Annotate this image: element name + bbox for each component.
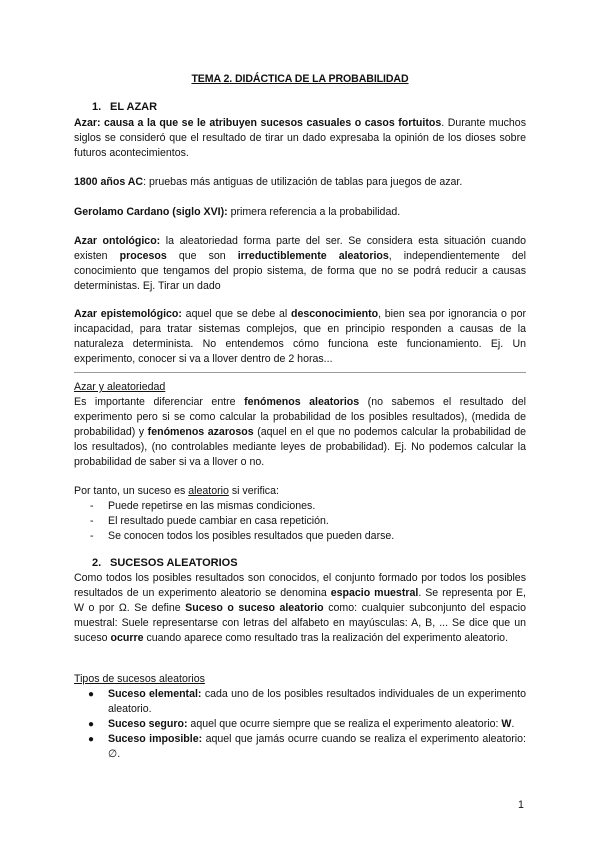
list-item: [74, 514, 526, 529]
term-ontologico: Azar ontológico:: [74, 235, 161, 247]
text-span: Por tanto, un suceso es: [74, 485, 189, 497]
paragraph-1800ac: [74, 175, 526, 190]
text-span: aquel que ocurre siempre que se realiza el experimento aleatorio:: [187, 718, 502, 730]
paragraph-por-tanto: [74, 484, 526, 499]
document-title: TEMA 2. DIDÁCTICA DE LA PROBABILIDAD: [191, 73, 409, 85]
bold-span: irreductiblemente aleatorios: [237, 250, 389, 262]
list-item-suceso-seguro: ● Suceso seguro: aquel que ocurre siempre que se realiza el experimento aleatorio: W.: [88, 718, 515, 730]
term-azar: Azar: causa a la que se le atribuyen sucesos casuales o casos fortuitos: [74, 117, 442, 129]
list-item-text: Se conocen todos los posibles resultados que pueden darse.: [108, 530, 395, 542]
list-marker: -: [90, 530, 94, 542]
list-marker: ●: [88, 734, 95, 745]
term-1800ac: 1800 años AC: [74, 176, 144, 188]
bold-span: espacio muestral: [330, 587, 419, 599]
bold-span: ocurre: [110, 632, 144, 644]
list-item: [74, 529, 526, 544]
text-1800ac: : pruebas más antiguas de utilización de tablas para juegos de azar.: [143, 176, 463, 188]
section-heading-1: [92, 100, 157, 115]
text-span: . Se representa por E, W o por Ω. Se define: [74, 587, 526, 614]
section-heading-2: [92, 556, 238, 571]
subheading-tipos-sucesos: [74, 672, 526, 687]
text-span: , bien sea por ignorancia o por incapacidad, para tratar sistemas complejos, que en principio responden a causas de la naturaleza determinista. No entendemos cómo funciona este funcionamiento. Ej. Un experimento, conocer si va a llover dentro de 2 horas...: [74, 308, 526, 365]
paragraph-azar-aleatoriedad: [74, 395, 526, 470]
text-span: , independientemente del conocimiento que tengamos del propio sistema, de forma que no se podrá reducir a causas deterministas. Ej. Tirar un dado: [74, 250, 526, 292]
text-span: Como todos los posibles resultados son conocidos, el conjunto formado por todos los posibles resultados de un experimento aleatorio se denomina: [74, 572, 526, 599]
conditions-list: [74, 499, 526, 544]
paragraph-azar-epistemologico: [74, 307, 526, 367]
bold-span: fenómenos aleatorios: [244, 396, 360, 408]
paragraph-azar: [74, 116, 526, 161]
paragraph-cardano: [74, 205, 526, 220]
list-marker: -: [90, 500, 94, 512]
subheading-azar-aleatoriedad: [74, 380, 526, 395]
text-span: la aleatoriedad forma parte del ser. Se considera esta situación cuando existen: [74, 235, 526, 262]
list-marker: -: [90, 515, 94, 527]
bold-span: Suceso o suceso aleatorio: [185, 602, 324, 614]
page-number: 1: [518, 799, 524, 811]
text-azar: . Durante muchos siglos se consideró que el resultado de tirar un dado expresaba la opinión de los dioses sobre futuros acontecimientos.: [74, 117, 526, 159]
text-span: Es importante diferenciar entre: [74, 396, 245, 408]
bold-span: fenómenos azarosos: [147, 426, 254, 438]
list-marker: ●: [88, 719, 95, 730]
bold-span: Suceso imposible:: [108, 733, 203, 745]
list-item-text: El resultado puede cambiar en casa repetición.: [108, 515, 329, 527]
list-item-suceso-imposible: [74, 732, 526, 762]
section-title: EL AZAR: [110, 101, 158, 113]
text-span: aquel que jamás ocurre cuando se realiza el experimento aleatorio: ∅.: [108, 733, 526, 760]
bold-span: W: [501, 718, 512, 730]
list-marker: ●: [88, 689, 95, 700]
list-item: [74, 499, 526, 514]
text-span: Azar y aleatoriedad: [74, 381, 166, 393]
event-types-list: [74, 687, 526, 762]
text-span: Tipos de sucesos aleatorios: [74, 673, 205, 685]
paragraph-sucesos-aleatorios: [74, 571, 526, 646]
text-span: que son: [166, 250, 238, 262]
text-span: aleatorio: [188, 485, 229, 497]
horizontal-divider: [74, 372, 526, 373]
bold-span: procesos: [119, 250, 167, 262]
text-span: (aquel en el que no podemos calcular la probabilidad de los resultados), (no controlables mediante leyes de probabilidad). Ej. No podemos calcular la probabilidad de saber si va a llover o no.: [74, 426, 526, 468]
bold-span: desconocimiento: [290, 308, 379, 320]
section-number: 1.: [92, 101, 102, 113]
text-cardano: primera referencia a la probabilidad.: [227, 206, 401, 218]
bold-span: Suceso seguro:: [108, 718, 188, 730]
text-span: como: cualquier subconjunto del espacio muestral: Suele representarse con letras del alfabeto en mayúsculas: A, B, ... Se dice que un suceso: [74, 602, 526, 644]
text-span: si verifica:: [228, 485, 279, 497]
term-epistemologico: Azar epistemológico:: [74, 308, 182, 320]
bold-span: Suceso elemental:: [108, 688, 202, 700]
list-item-text: Puede repetirse en las mismas condiciones.: [108, 500, 316, 512]
term-cardano: Gerolamo Cardano (siglo XVI):: [74, 206, 228, 218]
text-span: aquel que se debe al: [181, 308, 291, 320]
paragraph-azar-ontologico: [74, 234, 526, 294]
text-span: cuando aparece como resultado tras la realización del experimento aleatorio.: [143, 632, 509, 644]
section-title: SUCESOS ALEATORIOS: [110, 557, 238, 569]
text-span: (no sabemos el resultado del experimento pero si se como calcular la probabilidad de los posibles resultados), (medida de probabilidad) y: [74, 396, 527, 438]
list-item-suceso-elemental: [74, 687, 526, 717]
text-span: cada uno de los posibles resultados individuales de un experimento aleatorio.: [108, 688, 527, 715]
section-number: 2.: [92, 557, 102, 569]
